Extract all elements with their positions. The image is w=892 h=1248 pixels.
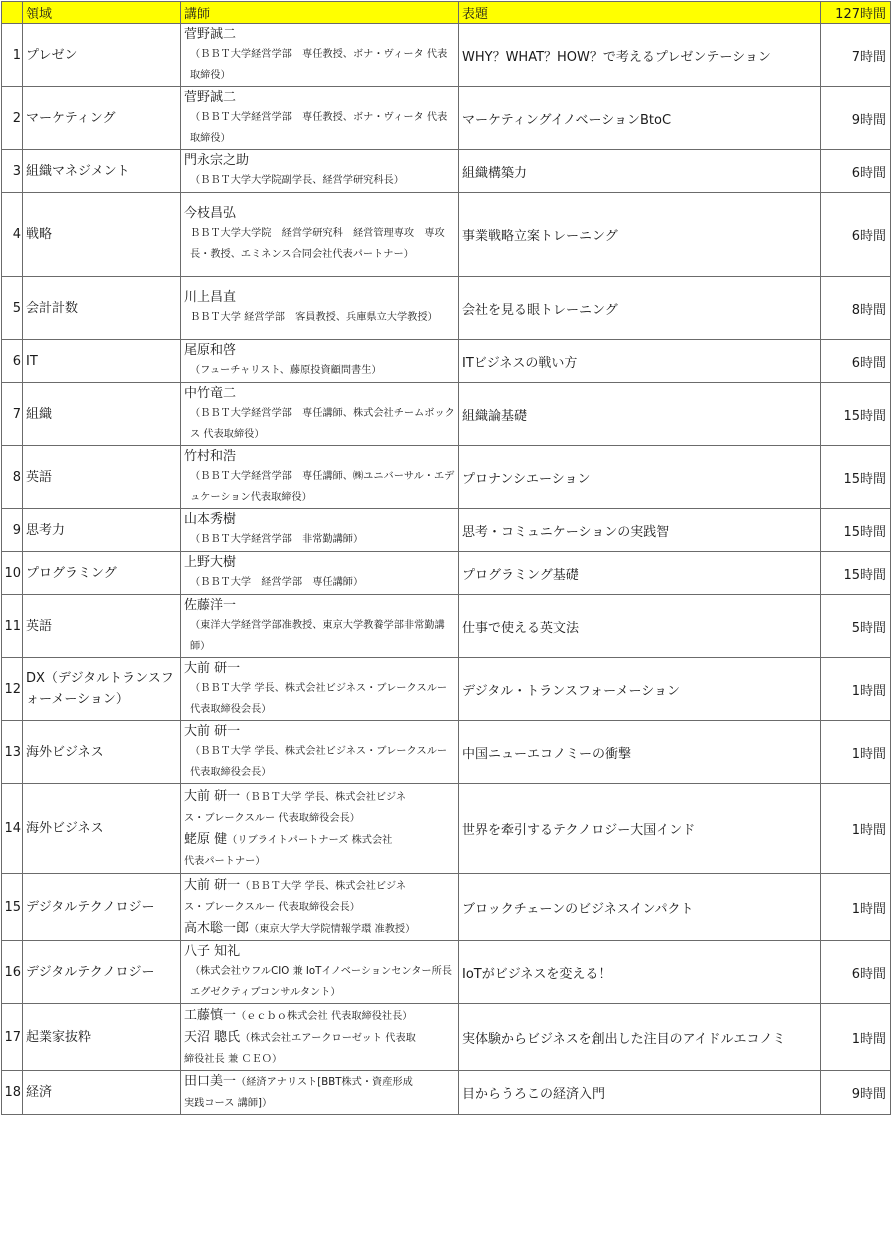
hours-cell: 8時間 [821, 277, 891, 340]
hours-cell: 1時間 [821, 1004, 891, 1071]
lecturer-cell [181, 784, 459, 874]
lecturer-name: 天沼 聰氏 [184, 1029, 241, 1045]
lecturer-name: 上野大樹 [184, 555, 237, 570]
lecturer-affiliation: （ＢＢＴ大学 学長、株式会社ビジネ [240, 880, 407, 892]
field-cell: 戦略 [23, 193, 181, 277]
lecturer-affiliation: （株式会社ウフルCIO 兼 IoTイノベーションセンター所長 エグゼクティブコンサルタント） [190, 965, 452, 998]
table-row [2, 340, 891, 383]
row-number: 7 [2, 383, 23, 446]
row-number: 16 [2, 941, 23, 1004]
lecturer-cell [181, 24, 459, 87]
lecturer-affiliation: （ＢＢＴ大学経営学部 専任教授、ボナ・ヴィータ 代表取締役） [190, 48, 448, 81]
lecturer-name: 高木聡一郎 [184, 920, 250, 936]
row-number: 12 [2, 658, 23, 721]
lecturer-affiliation: ＢＢＴ大学大学院 経営学研究科 経営管理専攻 専攻長・教授、エミネンス合同会社代表パートナー） [190, 228, 445, 260]
table-row [2, 784, 891, 874]
lecturer-name: 大前 研一 [184, 660, 241, 676]
course-title-cell: 中国ニューエコノミーの衝撃 [459, 721, 821, 784]
table-row [2, 277, 891, 340]
lecturer-cell [181, 383, 459, 446]
lecturer-affiliation: （ＢＢＴ大学 学長、株式会社ビジネス・ブレークスルー 代表取締役会長） [190, 745, 448, 778]
lecturer-affiliation: （ｅｃｂｏ株式会社 代表取締役社長） [236, 1010, 413, 1022]
table-row [2, 509, 891, 552]
lecturer-affiliation: （ＢＢＴ大学経営学部 専任講師、株式会社チームボックス 代表取締役） [190, 407, 455, 440]
lecturer-line [184, 1071, 456, 1093]
row-number: 2 [2, 87, 23, 150]
lecturer-name: 佐藤洋一 [184, 597, 237, 613]
row-number: 11 [2, 595, 23, 658]
table-body [2, 24, 891, 1115]
field-cell: 海外ビジネス [23, 721, 181, 784]
course-title-cell: 世界を牽引するテクノロジー大国インド [459, 784, 821, 874]
course-title-cell: ブロックチェーンのビジネスインパクト [459, 874, 821, 941]
hours-cell: 9時間 [821, 87, 891, 150]
lecturer-line [184, 786, 456, 808]
lecturer-line [184, 875, 456, 897]
lecturer-affiliation: 代表パートナー） [184, 855, 266, 867]
hours-cell: 6時間 [821, 150, 891, 193]
course-title-cell: ITビジネスの戦い方 [459, 340, 821, 383]
field-cell: DX（デジタルトランスフォーメーション） [23, 658, 181, 721]
lecturer-line [184, 1005, 456, 1027]
row-number: 18 [2, 1071, 23, 1115]
hours-cell: 1時間 [821, 658, 891, 721]
table-row [2, 595, 891, 658]
field-cell: プレゼン [23, 24, 181, 87]
hours-cell: 15時間 [821, 446, 891, 509]
hours-cell: 6時間 [821, 340, 891, 383]
field-cell: IT [23, 340, 181, 383]
field-cell: 起業家抜粋 [23, 1004, 181, 1071]
table-row [2, 24, 891, 87]
hours-cell: 1時間 [821, 874, 891, 941]
lecturer-line [184, 829, 456, 851]
lecturer-affiliation: （ＢＢＴ大学 学長、株式会社ビジネ [240, 791, 407, 803]
lecturer-cell [181, 277, 459, 340]
field-cell: 思考力 [23, 509, 181, 552]
lecturer-cell [181, 150, 459, 193]
header-lecturer: 講師 [181, 2, 459, 24]
lecturer-affiliation: ＢＢＴ大学 経営学部 客員教授、兵庫県立大学教授） [190, 312, 438, 323]
table-header [2, 2, 891, 24]
field-cell: 会計計数 [23, 277, 181, 340]
course-title-cell: デジタル・トランスフォーメーション [459, 658, 821, 721]
row-number: 4 [2, 193, 23, 277]
lecturer-name: 田口美一 [184, 1074, 237, 1089]
lecturer-line [184, 918, 456, 940]
lecturer-name: 大前 研一 [184, 788, 241, 804]
table-row [2, 383, 891, 446]
lecturer-affiliation: （ＢＢＴ大学 学長、株式会社ビジネス・ブレークスルー 代表取締役会長） [190, 682, 448, 715]
table-row [2, 721, 891, 784]
lecturer-name: 大前 研一 [184, 723, 241, 739]
lecturer-affiliation: ス・ブレークスルー 代表取締役会長） [184, 901, 360, 913]
lecturer-cell [181, 1004, 459, 1071]
lecturer-cell [181, 446, 459, 509]
lecturer-affiliation: ス・ブレークスルー 代表取締役会長） [184, 812, 360, 824]
lecturer-cell [181, 340, 459, 383]
table-row [2, 941, 891, 1004]
lecturer-affiliation: （ＢＢＴ大学大学院副学長、経営学研究科長） [190, 175, 404, 186]
lecturer-affiliation: （経済アナリスト[BBT株式・資産形成 [236, 1077, 413, 1088]
row-number: 1 [2, 24, 23, 87]
lecturer-line [184, 1027, 456, 1049]
header-num [2, 2, 23, 24]
lecturer-name: 蛯原 健 [184, 831, 228, 847]
course-title-cell: 組織論基礎 [459, 383, 821, 446]
lecturer-cell [181, 1071, 459, 1115]
lecturer-cell [181, 87, 459, 150]
table-row [2, 1071, 891, 1115]
hours-cell: 1時間 [821, 784, 891, 874]
field-cell: プログラミング [23, 552, 181, 595]
hours-cell: 15時間 [821, 509, 891, 552]
table-row [2, 87, 891, 150]
course-title-cell: マーケティングイノベーションBtoC [459, 87, 821, 150]
field-cell: マーケティング [23, 87, 181, 150]
lecturer-name: 中竹竜二 [184, 385, 237, 401]
course-title-cell: 会社を見る眼トレーニング [459, 277, 821, 340]
lecturer-cell [181, 874, 459, 941]
field-cell: 英語 [23, 446, 181, 509]
lecturer-cell [181, 193, 459, 277]
table-row [2, 1004, 891, 1071]
lecturer-affiliation: （フューチャリスト、藤原投資顧問書生） [190, 365, 382, 376]
row-number: 3 [2, 150, 23, 193]
hours-cell: 7時間 [821, 24, 891, 87]
course-title-cell: 思考・コミュニケーションの実践智 [459, 509, 821, 552]
hours-cell: 15時間 [821, 383, 891, 446]
lecturer-cell [181, 721, 459, 784]
lecturer-line [184, 1093, 456, 1114]
lecturer-cell [181, 658, 459, 721]
course-title-cell: IoTがビジネスを変える！ [459, 941, 821, 1004]
lecturer-affiliation: （ＢＢＴ大学経営学部 専任講師、㈱ユニバーサル・エデュケーション代表取締役） [190, 470, 455, 503]
hours-cell: 6時間 [821, 193, 891, 277]
field-cell: 経済 [23, 1071, 181, 1115]
course-title-cell: 事業戦略立案トレーニング [459, 193, 821, 277]
row-number: 15 [2, 874, 23, 941]
row-number: 17 [2, 1004, 23, 1071]
field-cell: 組織マネジメント [23, 150, 181, 193]
field-cell: 英語 [23, 595, 181, 658]
lecturer-line [184, 1049, 456, 1070]
lecturer-cell [181, 509, 459, 552]
lecturer-affiliation: 実践コース 講師]） [184, 1098, 273, 1109]
lecturer-line [184, 897, 456, 918]
header-field: 領域 [23, 2, 181, 24]
lecturer-line [184, 808, 456, 829]
row-number: 14 [2, 784, 23, 874]
header-total-hours: 127時間 [821, 2, 891, 24]
course-title-cell: プログラミング基礎 [459, 552, 821, 595]
lecturer-name: 今枝昌弘 [184, 206, 237, 221]
course-table [1, 1, 891, 1115]
course-title-cell: プロナンシエーション [459, 446, 821, 509]
lecturer-name: 菅野誠二 [184, 89, 237, 105]
table-row [2, 446, 891, 509]
lecturer-name: 八子 知礼 [184, 943, 241, 959]
table-row [2, 874, 891, 941]
field-cell: 海外ビジネス [23, 784, 181, 874]
lecturer-affiliation: （株式会社エアークローゼット 代表取 [240, 1032, 416, 1044]
table-row [2, 658, 891, 721]
row-number: 6 [2, 340, 23, 383]
lecturer-affiliation: 締役社長 兼 ＣＥＯ） [184, 1053, 283, 1065]
lecturer-name: 竹村和浩 [184, 448, 237, 464]
course-title-cell: 目からうろこの経済入門 [459, 1071, 821, 1115]
hours-cell: 6時間 [821, 941, 891, 1004]
lecturer-line [184, 851, 456, 872]
lecturer-affiliation: （東京大学大学院情報学環 准教授） [249, 923, 416, 935]
lecturer-cell [181, 941, 459, 1004]
course-title-cell: 実体験からビジネスを創出した注目のアイドルエコノミ [459, 1004, 821, 1071]
lecturer-cell [181, 595, 459, 658]
lecturer-name: 工藤慎一 [184, 1007, 237, 1023]
lecturer-cell [181, 552, 459, 595]
table-row [2, 552, 891, 595]
lecturer-name: 菅野誠二 [184, 26, 237, 42]
lecturer-name: 大前 研一 [184, 877, 241, 893]
header-title: 表題 [459, 2, 821, 24]
course-title-cell: WHY？WHAT？HOW？で考えるプレゼンテーション [459, 24, 821, 87]
hours-cell: 15時間 [821, 552, 891, 595]
field-cell: 組織 [23, 383, 181, 446]
row-number: 8 [2, 446, 23, 509]
hours-cell: 9時間 [821, 1071, 891, 1115]
course-title-cell: 仕事で使える英文法 [459, 595, 821, 658]
course-title-cell: 組織構築力 [459, 150, 821, 193]
hours-cell: 1時間 [821, 721, 891, 784]
row-number: 9 [2, 509, 23, 552]
row-number: 13 [2, 721, 23, 784]
field-cell: デジタルテクノロジー [23, 874, 181, 941]
table-row [2, 150, 891, 193]
hours-cell: 5時間 [821, 595, 891, 658]
lecturer-name: 山本秀樹 [184, 512, 237, 527]
lecturer-affiliation: （ＢＢＴ大学 経営学部 専任講師） [190, 577, 364, 588]
lecturer-affiliation: （ＢＢＴ大学経営学部 非常勤講師） [190, 534, 364, 545]
field-cell: デジタルテクノロジー [23, 941, 181, 1004]
lecturer-name: 川上昌直 [184, 290, 237, 305]
table-row [2, 193, 891, 277]
row-number: 10 [2, 552, 23, 595]
lecturer-affiliation: （東洋大学経営学部准教授、東京大学教養学部非常勤講師） [190, 619, 445, 652]
lecturer-name: 門永宗之助 [184, 153, 250, 168]
lecturer-name: 尾原和啓 [184, 343, 237, 358]
row-number: 5 [2, 277, 23, 340]
lecturer-affiliation: （リブライトパートナーズ 株式会社 [227, 834, 393, 846]
lecturer-affiliation: （ＢＢＴ大学経営学部 専任教授、ボナ・ヴィータ 代表取締役） [190, 111, 448, 144]
